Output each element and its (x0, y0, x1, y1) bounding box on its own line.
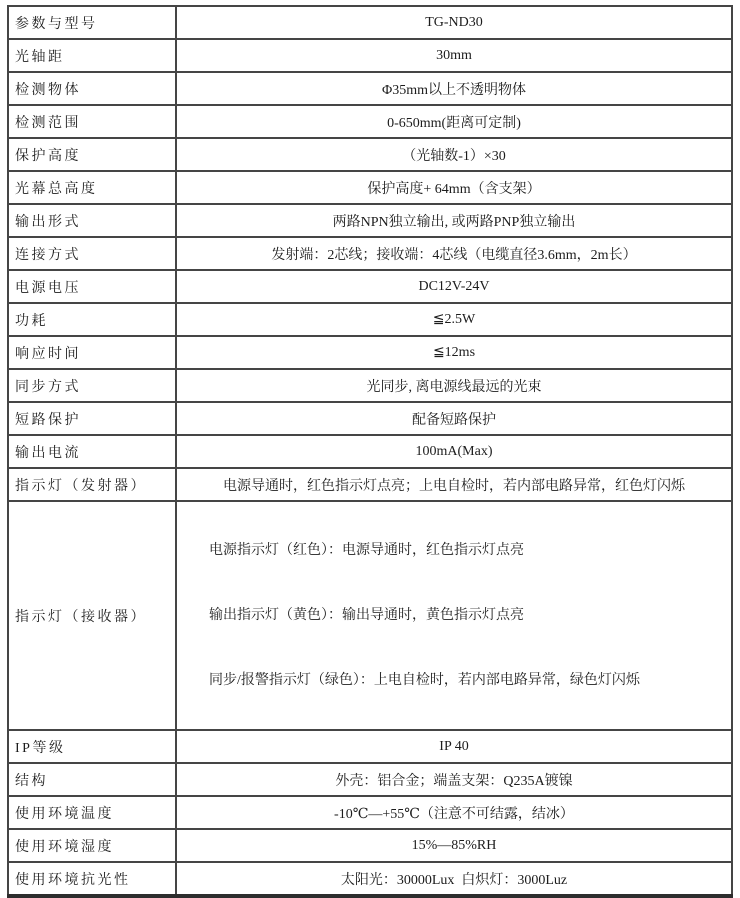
param-label: 光轴距 (8, 39, 176, 72)
param-label: 保护高度 (8, 138, 176, 171)
param-value: 0-650mm(距离可定制) (176, 105, 732, 138)
table-row-structure (8, 763, 732, 796)
param-value: 30mm (176, 39, 732, 72)
param-label: 使用环境抗光性 (8, 862, 176, 896)
param-value: 发射端：2芯线；接收端：4芯线（电缆直径3.6mm，2m长） (176, 237, 732, 270)
spec-table (7, 5, 733, 898)
param-label: 功耗 (8, 303, 176, 336)
param-label: 输出电流 (8, 435, 176, 468)
table-row-total-height (8, 171, 732, 204)
param-value: ≦2.5W (176, 303, 732, 336)
receiver-indicator-line-output: 输出指示灯（黄色）：输出导通时，黄色指示灯点亮 (209, 608, 524, 623)
param-label: 电源电压 (8, 270, 176, 303)
param-value: 光同步, 离电源线最远的光束 (176, 369, 732, 402)
param-value: IP 40 (176, 730, 732, 763)
table-row-indicator-receiver (8, 501, 732, 730)
table-row-protection-height (8, 138, 732, 171)
table-row-power-consumption (8, 303, 732, 336)
param-label: 结构 (8, 763, 176, 796)
param-value: Φ35mm以上不透明物体 (176, 72, 732, 105)
param-label: 指示灯（发射器） (8, 468, 176, 501)
param-label: 使用环境湿度 (8, 829, 176, 862)
table-row-sync-mode (8, 369, 732, 402)
table-row-operating-temperature (8, 796, 732, 829)
param-value: 外壳：铝合金；端盖支架：Q235A镀镍 (176, 763, 732, 796)
param-value: DC12V-24V (176, 270, 732, 303)
table-row-response-time (8, 336, 732, 369)
param-label: 光幕总高度 (8, 171, 176, 204)
table-row-optical-axis-pitch (8, 39, 732, 72)
param-label: IP等级 (8, 730, 176, 763)
param-value: 100mA(Max) (176, 435, 732, 468)
param-value: （光轴数-1）×30 (176, 138, 732, 171)
param-value: 保护高度+ 64mm（含支架） (176, 171, 732, 204)
receiver-indicator-line-sync-alarm: 同步/报警指示灯（绿色）：上电自检时，若内部电路异常，绿色灯闪烁 (209, 673, 640, 688)
table-row-detection-object (8, 72, 732, 105)
param-value: 电源导通时，红色指示灯点亮；上电自检时，若内部电路异常，红色灯闪烁 (176, 468, 732, 501)
table-row-ip-rating (8, 730, 732, 763)
param-label: 检测物体 (8, 72, 176, 105)
param-label: 输出形式 (8, 204, 176, 237)
table-row-power-voltage (8, 270, 732, 303)
param-label: 短路保护 (8, 402, 176, 435)
table-row-indicator-emitter (8, 468, 732, 501)
table-row-output-type (8, 204, 732, 237)
table-row-connection (8, 237, 732, 270)
param-label: 指示灯（接收器） (8, 501, 176, 730)
table-row-operating-humidity (8, 829, 732, 862)
table-row-output-current (8, 435, 732, 468)
param-value: TG-ND30 (176, 6, 732, 39)
receiver-indicator-line-power: 电源指示灯（红色）：电源导通时，红色指示灯点亮 (209, 543, 524, 558)
param-value: ≦12ms (176, 336, 732, 369)
param-value: 15%—85%RH (176, 829, 732, 862)
table-row-model (8, 6, 732, 39)
param-label: 连接方式 (8, 237, 176, 270)
param-label: 检测范围 (8, 105, 176, 138)
table-row-detection-range (8, 105, 732, 138)
param-value (176, 501, 732, 730)
param-value: 配备短路保护 (176, 402, 732, 435)
param-value: -10℃—+55℃（注意不可结露，结冰） (176, 796, 732, 829)
param-label: 同步方式 (8, 369, 176, 402)
table-row-ambient-light-immunity (8, 862, 732, 896)
param-value: 太阳光：30000Lux 白炽灯：3000Luz (176, 862, 732, 896)
param-value: 两路NPN独立输出, 或两路PNP独立输出 (176, 204, 732, 237)
param-label: 响应时间 (8, 336, 176, 369)
param-label: 使用环境温度 (8, 796, 176, 829)
param-label: 参数与型号 (8, 6, 176, 39)
table-row-short-circuit-protection (8, 402, 732, 435)
